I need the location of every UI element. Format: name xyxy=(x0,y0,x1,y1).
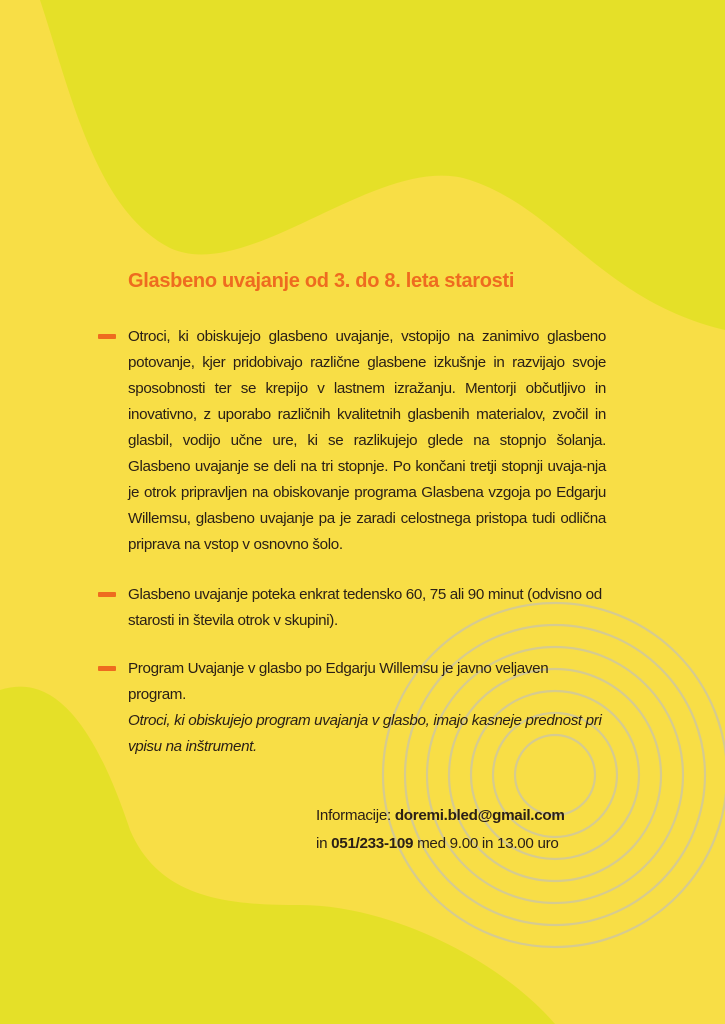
contact-info xyxy=(316,802,565,858)
list-item-text: Glasbeno uvajanje poteka enkrat tedensko 60, 75 ali 90 minut (odvisno od starosti in števila otrok v skupini). xyxy=(128,586,602,629)
contact-phone[interactable]: 051/233-109 xyxy=(331,835,414,852)
bullet-dash-icon xyxy=(98,592,116,597)
list-item-note: Otroci, ki obiskujejo program uvajanja v glasbo, imajo kasneje prednost pri vpisu na inštrument. xyxy=(128,712,602,755)
contact-hours: med 9.00 in 13.00 uro xyxy=(417,835,559,852)
page-title: Glasbeno uvajanje od 3. do 8. leta starosti xyxy=(128,270,515,292)
list-item-text: Program Uvajanje v glasbo po Edgarju Willemsu je javno veljaven program. xyxy=(128,660,549,703)
contact-line-1 xyxy=(316,802,565,830)
contact-line-2 xyxy=(316,830,565,858)
list-item xyxy=(128,324,606,558)
bullet-dash-icon xyxy=(98,666,116,671)
list-item xyxy=(128,582,606,634)
bullet-dash-icon xyxy=(98,334,116,339)
contact-connector: in xyxy=(316,835,328,852)
contact-label: Informacije: xyxy=(316,807,391,824)
contact-email[interactable]: doremi.bled@gmail.com xyxy=(394,807,565,824)
list-item xyxy=(128,656,606,760)
list-item-text: Otroci, ki obiskujejo glasbeno uvajanje, vstopijo na zanimivo glasbeno potovanje, kjer pridobivajo različne glasbene izkušnje in razvijajo svoje sposobnosti ter se krepijo v lastnem izražanju. Mentorji občutljivo in inovativno, z uporabo različnih kvalitetnih glasbenih materialov, zvočil in glasbil, vodijo učne ure, ki se razlikujejo glede na stopnjo šolanja. Glasbeno uvajanje se deli na tri stopnje. Po končani tretji stopnji uvaja-nja je otrok pripravljen na obiskovanje programa Glasbena vzgoja po Edgarju Willemsu, glasbeno uvajanje pa je zaradi celostnega pristopa tudi odlična priprava na vstop v osnovno šolo. xyxy=(128,328,606,553)
